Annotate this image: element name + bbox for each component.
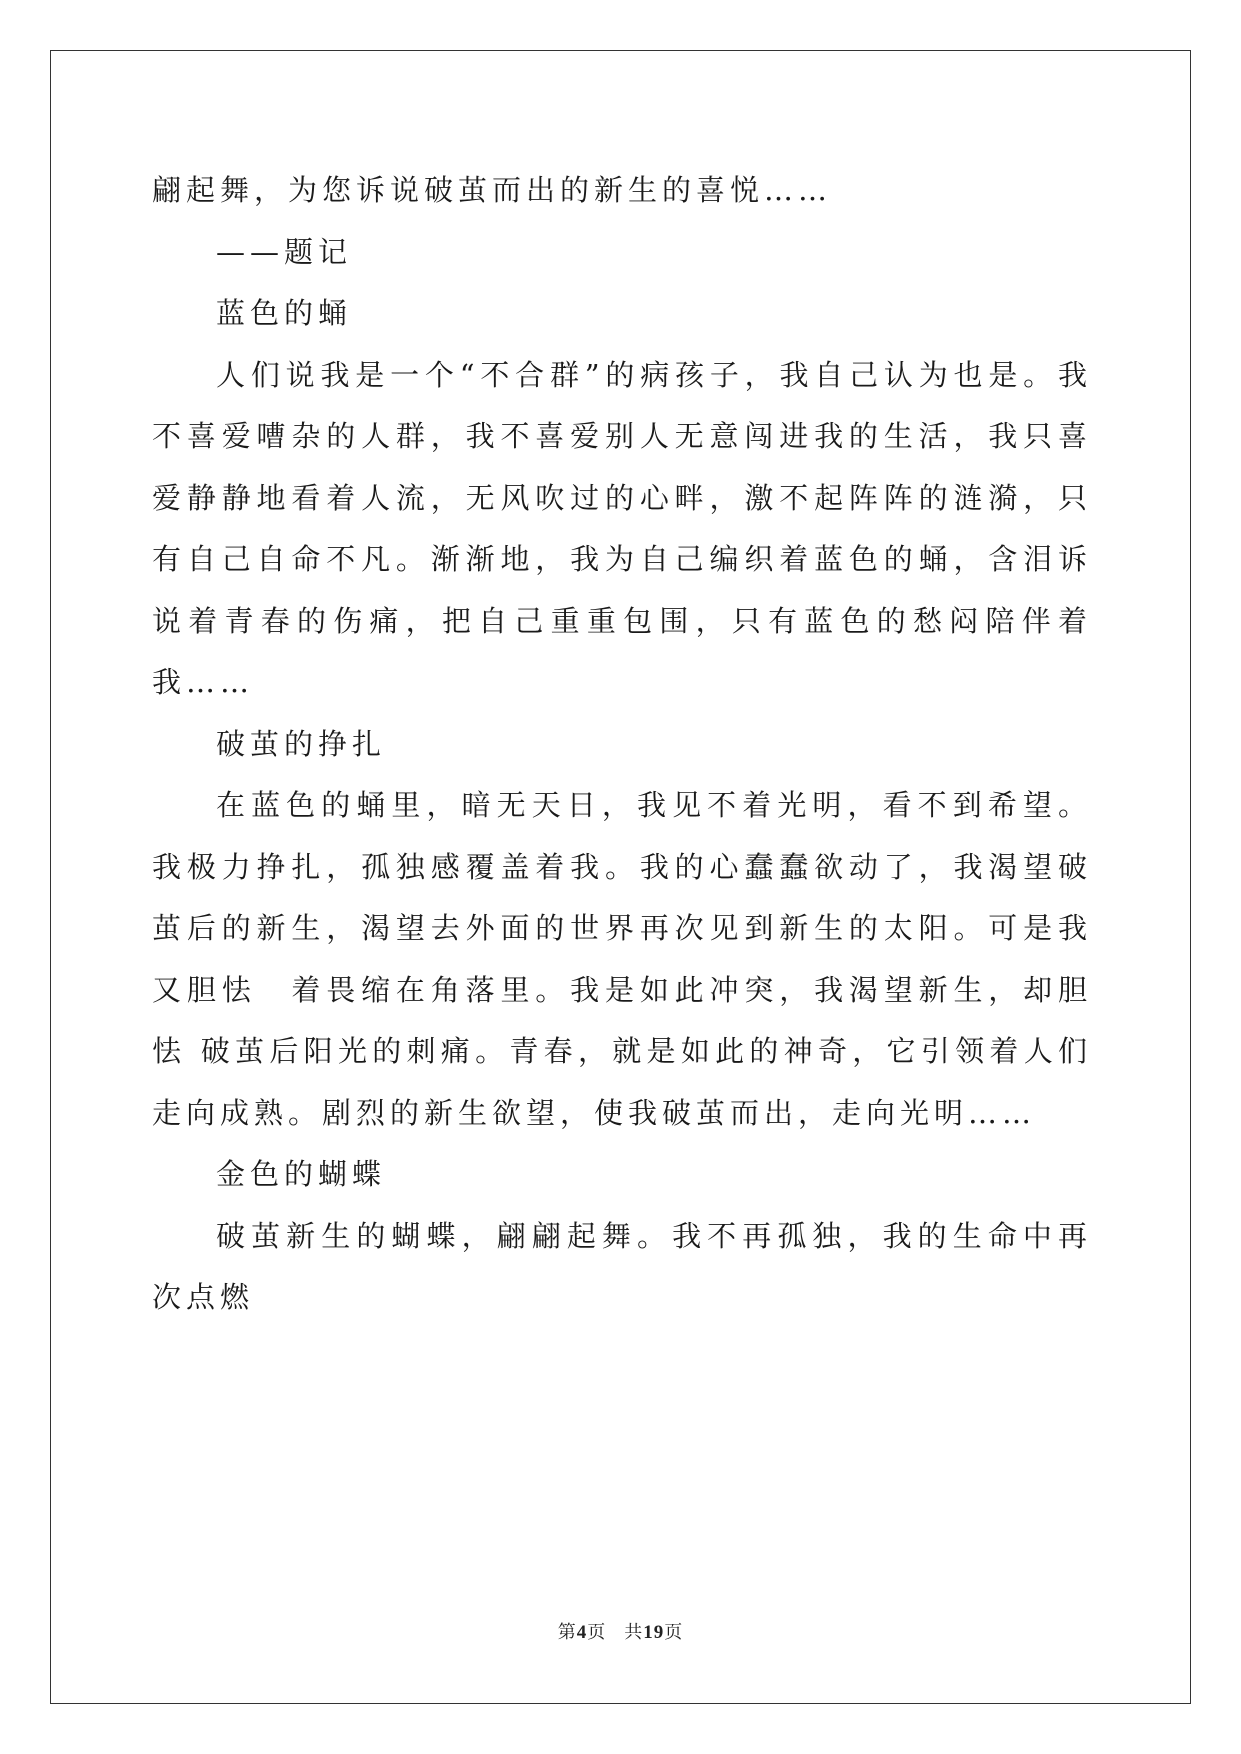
footer-prefix: 第	[557, 1622, 577, 1643]
paragraph-epigraph-attribution: ——题记	[216, 234, 353, 269]
footer-total-prefix: 共	[624, 1622, 644, 1643]
paragraph-golden-butterfly: 破茧新生的蝴蝶，翩翩起舞。我不再孤独，我的生命中再次点燃	[152, 1218, 1092, 1314]
document-body	[152, 160, 1092, 1329]
section-heading-struggle: 破茧的挣扎	[216, 726, 387, 761]
paragraph-blue-pupa: 人们说我是一个“不合群”的病孩子，我自己认为也是。我不喜爱嘈杂的人群，我不喜爱别人无意闯进我的生活，我只喜爱静静地看着人流，无风吹过的心畔，激不起阵阵的涟漪，只有自己自命不凡。渐渐地，我为自己编织着蓝色的蛹，含泪诉说着青春的伤痛，把自己重重包围，只有蓝色的愁闷陪伴着我……	[152, 357, 1092, 699]
total-pages: 19	[643, 1622, 665, 1643]
page-footer	[0, 1618, 1241, 1644]
section-heading-blue-pupa: 蓝色的蛹	[216, 296, 353, 330]
paragraph-continuation: 翩起舞，为您诉说破茧而出的新生的喜悦……	[152, 173, 833, 207]
footer-page-suffix: 页	[587, 1622, 607, 1643]
section-heading-golden-butterfly: 金色的蝴蝶	[216, 1157, 387, 1191]
page-number: 4	[576, 1622, 588, 1643]
paragraph-struggle: 在蓝色的蛹里，暗无天日，我见不着光明，看不到希望。我极力挣扎，孤独感覆盖着我。我的心蠢蠢欲动了，我渴望破茧后的新生，渴望去外面的世界再次见到新生的太阳。可是我又胆怯 着畏缩在角落里。我是如此冲突，我渴望新生，却胆怯 破茧后阳光的刺痛。青春，就是如此的神奇，它引领着人们走向成熟。剧烈的新生欲望，使我破茧而出，走向光明……	[152, 788, 1092, 1130]
footer-total-suffix: 页	[664, 1622, 684, 1643]
